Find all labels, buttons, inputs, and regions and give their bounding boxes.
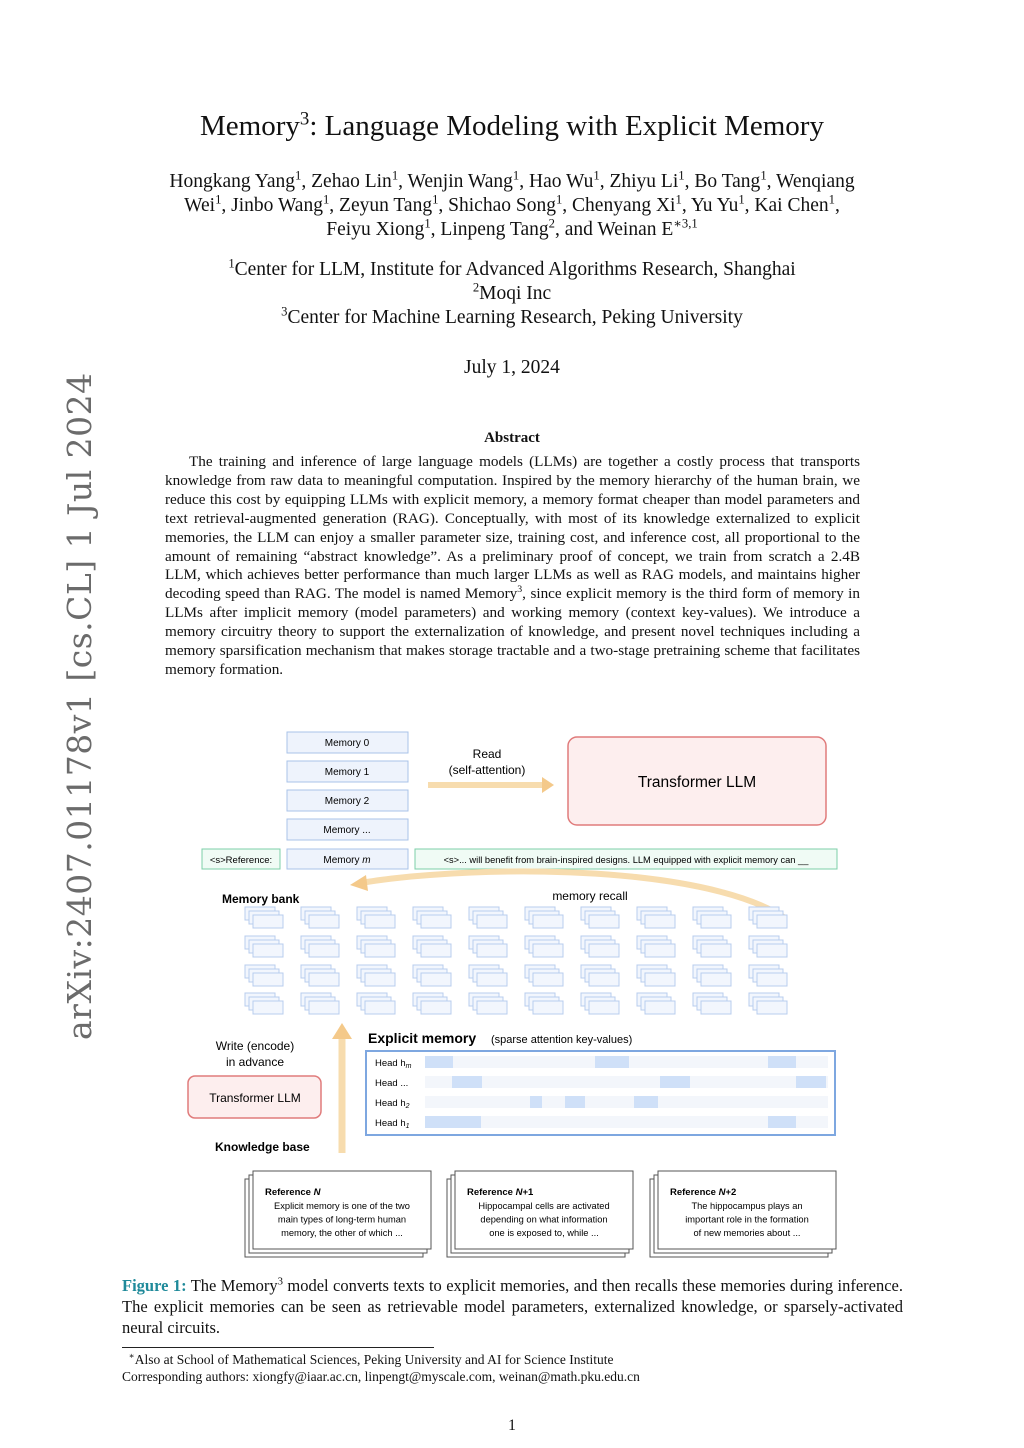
memory-stack <box>287 732 408 840</box>
sparse-key-value-block <box>660 1076 690 1088</box>
figure-1-diagram <box>0 725 1024 1265</box>
reference-cards <box>245 1171 836 1257</box>
page-number: 1 <box>508 1417 516 1434</box>
reference-text-line: The hippocampus plays an <box>691 1201 803 1211</box>
reference-text-line: main types of long-term human <box>277 1214 407 1225</box>
head-row-track <box>425 1076 828 1088</box>
memory-bank-cell <box>477 973 507 986</box>
memory-m-label: Memory m <box>323 855 371 866</box>
memory-bank-cell <box>757 1001 787 1014</box>
footnotes <box>122 1351 640 1385</box>
reference-text-line: one is exposed to, while ... <box>489 1228 599 1238</box>
memory-bank-cell <box>701 1001 731 1014</box>
sparse-key-value-block <box>796 1076 826 1088</box>
head-row-track <box>425 1096 828 1108</box>
sparse-key-value-block <box>452 1076 482 1088</box>
sparse-key-value-block <box>425 1116 481 1128</box>
sparse-key-value-block <box>634 1096 658 1108</box>
footnote-affiliation: ∗Also at School of Mathematical Sciences, Peking University and AI for Science Institute <box>128 1350 614 1367</box>
reference-text-line: Explicit memory is one of the two <box>274 1201 410 1211</box>
reference-text-line: depending on what information <box>480 1214 608 1225</box>
memory-bank-cell <box>477 944 507 957</box>
memory-bank-cell <box>253 915 283 928</box>
memory-bank-cell <box>533 973 563 986</box>
memory-bank-grid <box>245 907 787 1014</box>
memory-bank-cell <box>645 973 675 986</box>
reference-title: Reference N+1 <box>467 1187 534 1198</box>
memory-bank-cell <box>477 1001 507 1014</box>
memory-bank-cell <box>477 915 507 928</box>
arxiv-identifier: arXiv:2407.01178v1 [cs.CL] 1 Jul 2024 <box>60 372 99 1040</box>
memory-2-label: Memory 2 <box>324 796 370 807</box>
memory-bank-cell <box>701 944 731 957</box>
memory-bank-cell <box>589 1001 619 1014</box>
memory-bank-cell <box>533 944 563 957</box>
memory-bank-cell <box>253 944 283 957</box>
write-label: Write (encode) <box>215 1039 295 1053</box>
memory-bank-cell <box>309 1001 339 1014</box>
reference-text-line: important role in the formation <box>685 1214 809 1225</box>
memory-bank-cell <box>421 1001 451 1014</box>
memory-more-label: Memory ... <box>323 825 371 836</box>
head-label: Head $h_1$ <box>375 1118 410 1130</box>
memory-0-label: Memory 0 <box>324 738 370 749</box>
explicit-memory-sublabel: (sparse attention key-values) <box>491 1034 633 1046</box>
memory-bank-cell <box>589 973 619 986</box>
head-label: Head $h_m$ <box>375 1058 412 1070</box>
explicit-memory-label: Explicit memory <box>368 1030 477 1046</box>
reference-title: Reference N <box>265 1187 321 1198</box>
memory-bank-cell <box>365 973 395 986</box>
sparse-key-value-block <box>565 1096 585 1108</box>
author-line-2: Wei$^1$, Jinbo Wang$^1$, Zeyun Tang$^1$, Shichao Song$^1$, Chenyang Xi$^1$, Yu Yu$^1$, Kai Chen$^1$, <box>184 192 840 216</box>
read-arrow-head <box>542 777 554 793</box>
author-line-1: Hongkang Yang$^1$, Zehao Lin$^1$, Wenjin Wang$^1$, Hao Wu$^1$, Zhiyu Li$^1$, Bo Tang$^1$, Wenqiang <box>169 168 855 192</box>
memory-bank-cell <box>533 915 563 928</box>
memory-bank-cell <box>645 1001 675 1014</box>
sparse-key-value-block <box>595 1056 629 1068</box>
author-line-3: Feiyu Xiong$^1$, Linpeng Tang$^2$, and Weinan $E^{∗3,1}$ <box>326 216 698 240</box>
publication-date: July 1, 2024 <box>464 357 560 378</box>
context-text: <s>... will benefit from brain-inspired designs. LLM equipped with explicit memory can __ <box>443 855 809 865</box>
memory-bank-cell <box>757 915 787 928</box>
footnote-rule <box>122 1347 434 1348</box>
abstract-heading: Abstract <box>484 430 540 446</box>
memory-bank-cell <box>365 944 395 957</box>
sparse-key-value-block <box>425 1056 453 1068</box>
affiliation-2: $^2$Moqi Inc <box>472 280 552 304</box>
memory-1-label: Memory 1 <box>324 767 370 778</box>
memory-bank-cell <box>645 915 675 928</box>
abstract-body: The training and inference of large language models (LLMs) are together a costly process that transports knowledge from raw data to meaningful computation. Inspired by the memory hierarchy of the human brain, we reduce this cost by equipping LLMs with explicit memory, a memory format cheaper than model parameters and text retrieval-augmented generation (RAG). Conceptually, with most of its knowledge externalized to explicit memories, the LLM can enjoy a smaller parameter size, training cost, and inference cost, all proportional to the amount of remaining “abstract knowledge”. As a preliminary proof of concept, we train from scratch a 2.4B LLM, which achieves better performance than much larger LLMs as well as RAG models, and maintains higher decoding speed than RAG. The model is named Memory$^3$, since explicit memory is the third form of memory in LLMs after implicit memory (model parameters) and working memory (context key-values). We introduce a memory circuitry theory to support the externalization of knowledge, and present novel techniques including a memory sparsification mechanism that makes storage tractable and a two-stage pretraining scheme that facilitates memory formation. <box>165 453 860 678</box>
memory-bank-cell <box>589 944 619 957</box>
read-sublabel: (self-attention) <box>448 763 526 777</box>
sparse-key-value-block <box>768 1116 796 1128</box>
memory-bank-cell <box>365 1001 395 1014</box>
sparse-key-value-block <box>768 1056 796 1068</box>
memory-bank-cell <box>365 915 395 928</box>
write-sublabel: in advance <box>225 1055 285 1069</box>
memory-bank-cell <box>253 973 283 986</box>
memory-bank-cell <box>421 973 451 986</box>
reference-tag: <s>Reference: <box>209 855 273 866</box>
transformer-llm-bottom-label: Transformer LLM <box>209 1091 301 1105</box>
reference-text-line: Hippocampal cells are activated <box>478 1201 610 1211</box>
read-label: Read <box>472 747 502 761</box>
paper-title: Memory$^3$: Language Modeling with Explicit Memory <box>200 108 824 142</box>
memory-bank-cell <box>701 973 731 986</box>
footnote-corresponding: Corresponding authors: xiongfy@iaar.ac.cn, linpengt@myscale.com, weinan@math.pku.edu.cn <box>122 1369 640 1384</box>
head-row-track <box>425 1116 828 1128</box>
affiliations <box>0 258 1024 330</box>
reference-text-line: of new memories about ... <box>693 1228 801 1238</box>
reference-title: Reference N+2 <box>670 1187 737 1198</box>
write-arrow-head <box>332 1023 352 1039</box>
memory-bank-cell <box>421 915 451 928</box>
sparse-key-value-block <box>530 1096 542 1108</box>
transformer-llm-top-label: Transformer LLM <box>637 774 757 791</box>
head-label: Head $h_2$ <box>375 1098 410 1110</box>
memory-bank-cell <box>309 915 339 928</box>
affiliation-1: $^1$Center for LLM, Institute for Advanced Algorithms Research, Shanghai <box>228 256 796 280</box>
head-label: Head ... <box>375 1078 409 1089</box>
knowledge-base-label: Knowledge base <box>215 1140 310 1154</box>
memory-recall-arrowhead <box>350 875 368 891</box>
reference-text-line: memory, the other of which ... <box>281 1228 403 1238</box>
memory-bank-cell <box>757 944 787 957</box>
memory-bank-label: Memory bank <box>222 892 300 906</box>
memory-bank-cell <box>309 944 339 957</box>
memory-recall-label: memory recall <box>552 889 628 903</box>
memory-bank-cell <box>757 973 787 986</box>
memory-bank-cell <box>589 915 619 928</box>
memory-bank-cell <box>701 915 731 928</box>
memory-bank-cell <box>309 973 339 986</box>
author-list <box>0 170 1024 242</box>
memory-bank-cell <box>421 944 451 957</box>
affiliation-3: $^3$Center for Machine Learning Research, Peking University <box>281 304 743 328</box>
memory-bank-cell <box>533 1001 563 1014</box>
memory-bank-cell <box>645 944 675 957</box>
figure-caption: Figure 1: The Memory$^3$ model converts texts to explicit memories, and then recalls these memories during inference. The explicit memories can be seen as retrievable model parameters, externalized knowledge, or sparsely-activated neural circuits. <box>122 1275 904 1337</box>
memory-bank-cell <box>253 1001 283 1014</box>
